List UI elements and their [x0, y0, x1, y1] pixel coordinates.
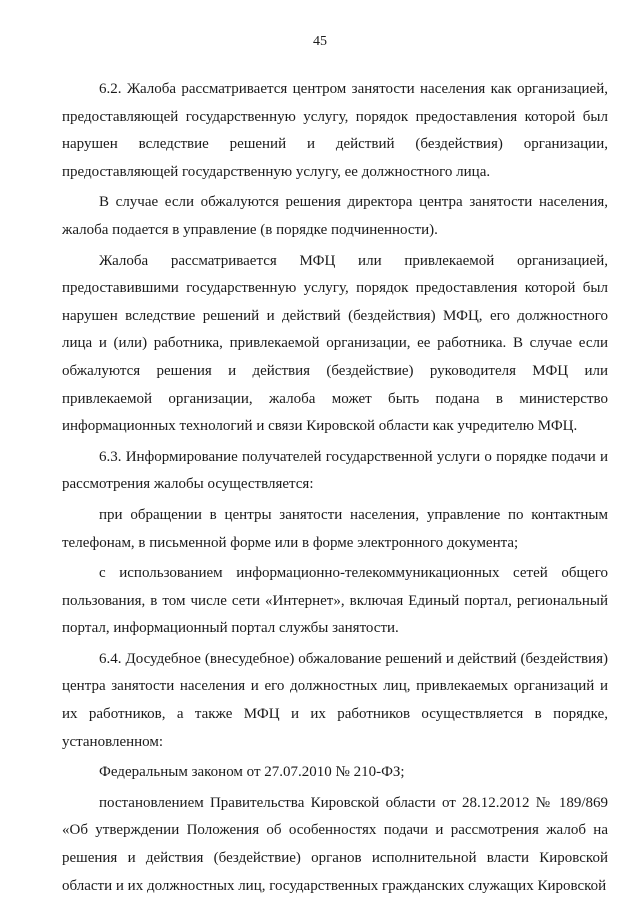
page-number: 45 [313, 34, 327, 49]
paragraph-appeal-director: В случае если обжалуются решения директора центра занятости населения, жалоба подается в управление (в порядке подчиненности). [62, 194, 608, 238]
paragraph-mfc-complaint: Жалоба рассматривается МФЦ или привлекаемой организацией, предоставившими государственную услугу, порядок предоставления которой был нарушен вследствие решений и действий (бездействия) МФЦ, его должностного лица и (или) работника, привлекаемой организации, ее работника. В случае если обжалуются решения и действия (бездействие) руководителя МФЦ или привлекаемой организации, жалоба может быть подана в министерство информационных технологий и связи Кировской области как учредителю МФЦ. [62, 252, 608, 435]
paragraph-6-3: 6.3. Информирование получателей государственной услуги о порядке подачи и рассмотрения жалобы осуществляется: [62, 448, 608, 493]
paragraph-federal-law: Федеральным законом от 27.07.2010 № 210-ФЗ; [99, 764, 405, 781]
paragraph-inform-internet: с использованием информационно-телекоммуникационных сетей общего пользования, в том числе сети «Интернет», включая Единый портал, региональный портал, информационный портал службы занятости. [62, 565, 608, 637]
paragraph-6-4: 6.4. Досудебное (внесудебное) обжалование решений и действий (бездействия) центра занятости населения и его должностных лиц, привлекаемых организаций и их работников, а также МФЦ и их работников осуществляется в порядке, установленном: [62, 650, 608, 750]
paragraph-6-2: 6.2. Жалоба рассматривается центром занятости населения как организацией, предоставляющей государственную услугу, порядок предоставления которой был нарушен вследствие решений и действий (бездействия) организации, предоставляющей государственную услугу, ее должностного лица. [62, 81, 608, 180]
paragraph-inform-phone: при обращении в центры занятости населения, управление по контактным телефонам, в письменной форме или в форме электронного документа; [62, 506, 608, 551]
paragraph-government-decree: постановлением Правительства Кировской области от 28.12.2012 № 189/869 «Об утверждении Положения об особенностях подачи и рассмотрения жалоб на решения и действия (бездействие) органов исполнительной власти Кировской области и их должностных лиц, государственных гражданских служащих Кировской [62, 794, 608, 894]
document-body [62, 76, 608, 900]
